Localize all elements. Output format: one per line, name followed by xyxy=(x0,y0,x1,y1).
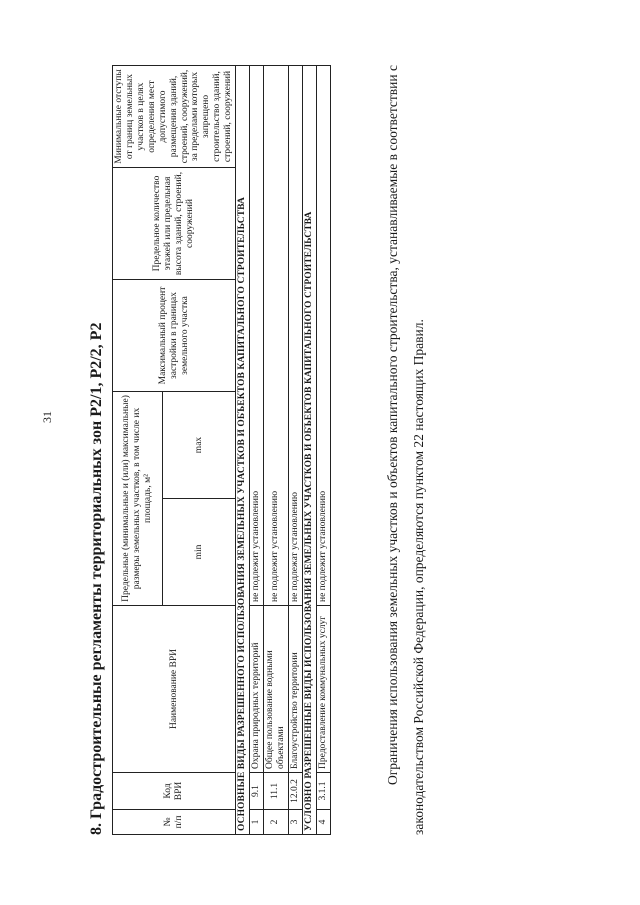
cell-num: 1 xyxy=(250,810,264,835)
cell-value: не подлежат установлению xyxy=(288,66,302,606)
page-number: 31 xyxy=(40,411,54,423)
cell-code: 9.1 xyxy=(250,773,264,810)
footer-text: Ограничения использования земельных участков и объектов капитального строительства, устанавливаемые в соответствии с законодательством Российской Федерации, определяются пунктом 22 настоящих Правил. xyxy=(385,65,426,835)
header-name: Наименование ВРИ xyxy=(113,606,236,773)
header-setback: Минимальные отступы от границ земельных участков в целях определения мест допустимого размещения зданий, строений, сооружений, за пределами которых запрещено строительство зданий, строений, сооружений xyxy=(113,66,236,168)
table-row xyxy=(263,66,288,835)
header-num: № п/п xyxy=(113,810,236,835)
cell-value: не подлежит установлению xyxy=(250,66,264,606)
cell-num: 2 xyxy=(263,810,288,835)
cell-code: 11.1 xyxy=(263,773,288,810)
table-header-row xyxy=(113,66,163,835)
group-row-main xyxy=(236,66,250,835)
cell-name: Благоустройство территории xyxy=(288,606,302,773)
header-max: max xyxy=(163,392,236,499)
header-min: min xyxy=(163,499,236,606)
header-area: Предельные (минимальные и (или) максимальные) размеры земельных участков, в том числе их площадь, м² xyxy=(113,392,163,606)
group-row-conditional xyxy=(302,66,316,835)
table-row xyxy=(250,66,264,835)
table-row xyxy=(288,66,302,835)
group-title-conditional: УСЛОВНО РАЗРЕШЕННЫЕ ВИДЫ ИСПОЛЬЗОВАНИЯ ЗЕМЕЛЬНЫХ УЧАСТКОВ И ОБЪЕКТОВ КАПИТАЛЬНОГО СТРОИТЕЛЬСТВА xyxy=(302,66,316,835)
cell-code: 3.1.1 xyxy=(316,773,330,810)
cell-name: Предоставление коммунальных услуг xyxy=(316,606,330,773)
cell-num: 4 xyxy=(316,810,330,835)
section-title: 8. Градостроительные регламенты территориальных зон Р2/1, Р2/2, Р2 xyxy=(88,322,105,835)
group-title-main: ОСНОВНЫЕ ВИДЫ РАЗРЕШЕННОГО ИСПОЛЬЗОВАНИЯ ЗЕМЕЛЬНЫХ УЧАСТКОВ И ОБЪЕКТОВ КАПИТАЛЬНОГО СТРОИТЕЛЬСТВА xyxy=(236,66,250,835)
header-floors: Предельное количество этажей или предельная высота зданий, строений, сооружений xyxy=(113,168,236,280)
cell-num: 3 xyxy=(288,810,302,835)
cell-name: Охрана природных территорий xyxy=(250,606,264,773)
cell-code: 12.0.2 xyxy=(288,773,302,810)
table-row xyxy=(316,66,330,835)
cell-value: не подлежит установлению xyxy=(316,66,330,606)
cell-name: Общее пользование водными объектами xyxy=(263,606,288,773)
cell-value: не подлежит установлению xyxy=(263,66,288,606)
header-pct: Максимальный процент застройки в границах земельного участка xyxy=(113,280,236,392)
header-code: Код ВРИ xyxy=(113,773,236,810)
regulations-table xyxy=(112,65,331,835)
footer-paragraph xyxy=(380,65,431,835)
